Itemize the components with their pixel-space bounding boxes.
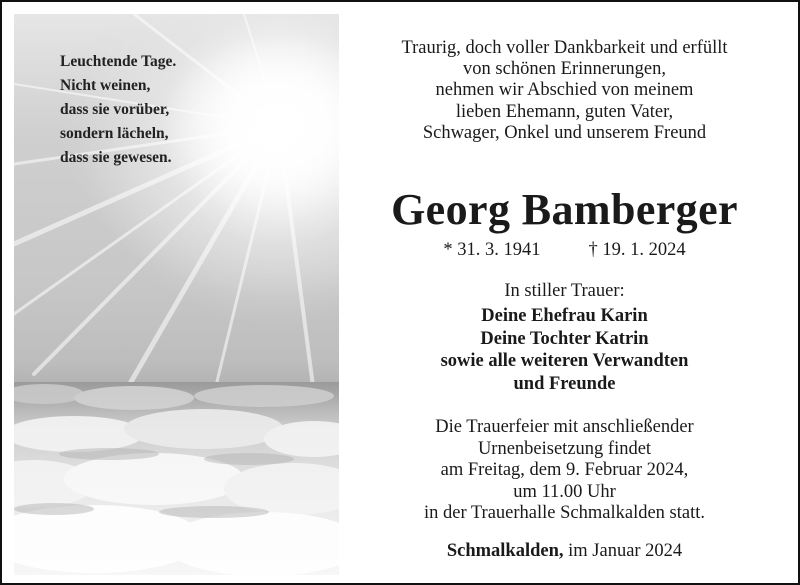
ceremony-line: am Freitag, dem 9. Februar 2024,: [440, 460, 689, 481]
mourner-line: Deine Ehefrau Karin: [481, 306, 648, 326]
ceremony-line: in der Trauerhalle Schmalkalden statt.: [423, 503, 706, 524]
announcement-text-column: [339, 14, 790, 575]
intro-line: von schönen Erinnerungen,: [463, 59, 666, 80]
mourner-line: sowie alle weiteren Verwandten: [440, 351, 689, 371]
mourners-list: [339, 305, 790, 395]
poem: [60, 50, 176, 170]
birth-date: * 31. 3. 1941: [443, 240, 541, 260]
ceremony-line: Urnenbeisetzung findet: [477, 438, 652, 459]
death-date: † 19. 1. 2024: [588, 240, 686, 260]
intro-line: nehmen wir Abschied von meinem: [435, 80, 694, 101]
mourning-intro: In stiller Trauer:: [504, 281, 625, 301]
mourner-line: Deine Tochter Katrin: [480, 328, 649, 349]
place-and-date: [339, 540, 790, 562]
poem-line: dass sie gewesen.: [60, 149, 172, 166]
poem-line: Leuchtende Tage.: [60, 53, 177, 70]
deceased-name: Georg Bamberger: [391, 185, 738, 234]
mourner-line: und Freunde: [513, 373, 616, 394]
poem-line: sondern lächeln,: [60, 125, 169, 142]
poem-line: dass sie vorüber,: [60, 101, 170, 118]
ceremony-line: um 11.00 Uhr: [513, 481, 616, 502]
intro-text: [339, 38, 790, 144]
ceremony-details: [339, 417, 790, 525]
life-dates: [339, 239, 790, 261]
intro-line: Schwager, Onkel und unserem Freund: [422, 122, 707, 143]
poem-line: Nicht weinen,: [60, 77, 151, 94]
sky-clouds-photo: [14, 14, 339, 575]
place: Schmalkalden,: [446, 541, 564, 561]
date: im Januar 2024: [568, 541, 683, 561]
intro-line: Traurig, doch voller Dankbarkeit und erfüllt: [401, 38, 728, 58]
ceremony-line: Die Trauerfeier mit anschließender: [435, 417, 694, 437]
intro-line: lieben Ehemann, guten Vater,: [455, 101, 674, 122]
